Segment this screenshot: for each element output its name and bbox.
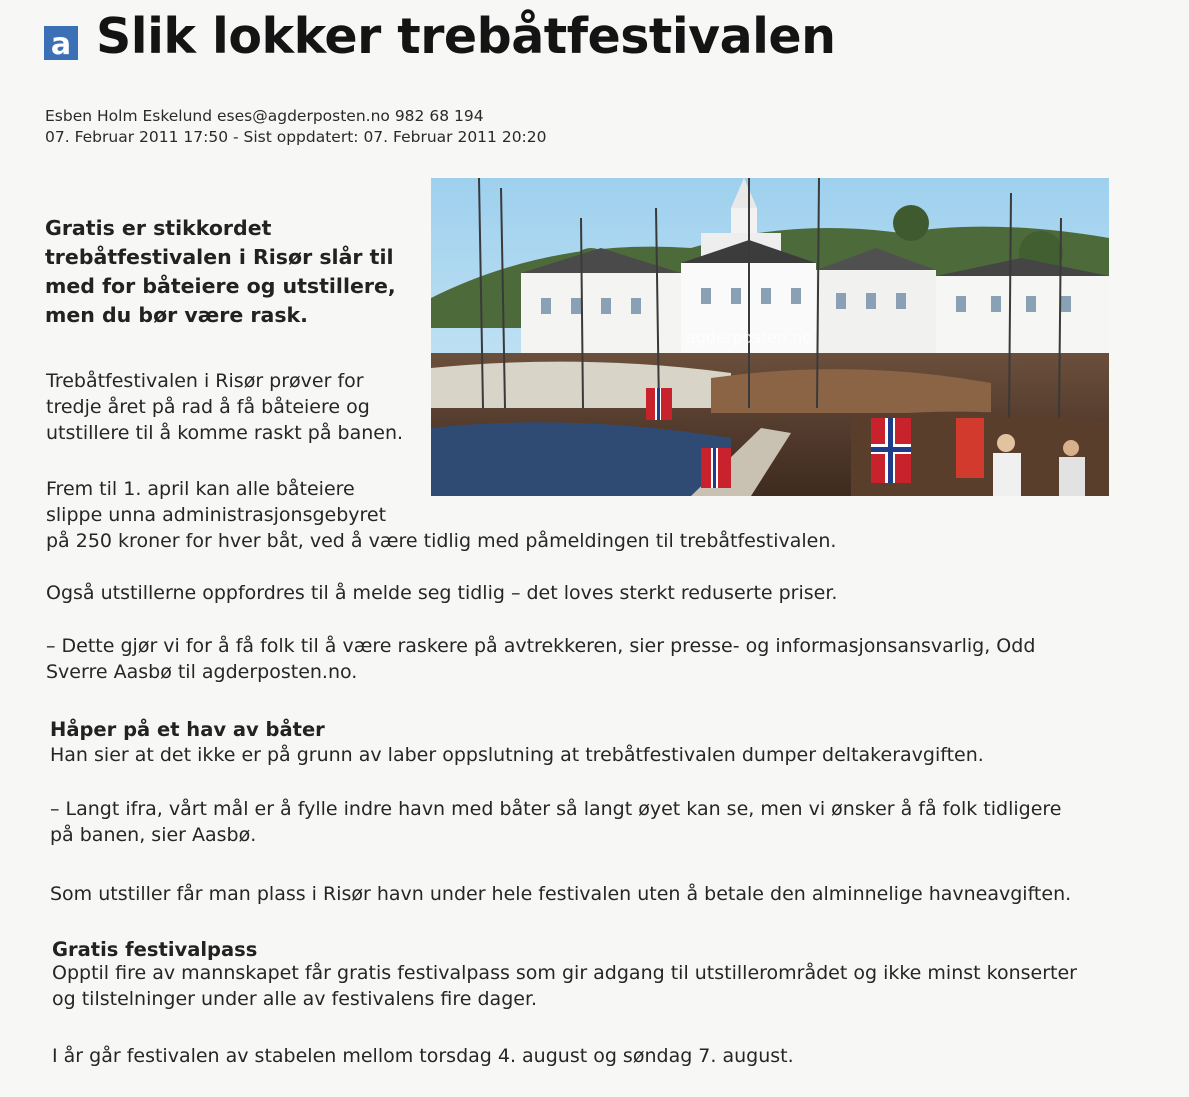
text-line: utstillere til å komme raskt på banen. — [46, 422, 404, 444]
byline — [45, 106, 547, 148]
text-line: – Langt ifra, vårt mål er å fylle indre havn med båter så langt øyet kan se, men vi ønsker å få folk tidligere — [50, 798, 1062, 820]
text-line: Sverre Aasbø til agderposten.no. — [46, 661, 358, 683]
paragraph-3: Også utstillerne oppfordres til å melde seg tidlig – det loves sterkt reduserte priser. — [46, 582, 838, 604]
text-line: på banen, sier Aasbø. — [50, 824, 257, 846]
paragraph-9: I år går festivalen av stabelen mellom torsdag 4. august og søndag 7. august. — [52, 1045, 794, 1067]
article-headline: Slik lokker trebåtfestivalen — [96, 7, 836, 65]
text-line: og tilstelninger under alle av festivalens fire dager. — [52, 988, 538, 1010]
text-line: Frem til 1. april kan alle båteiere — [46, 478, 355, 500]
lead-paragraph: Gratis er stikkordet trebåtfestivalen i Risør slår til med for båteiere og utstillere, men du bør være rask. — [45, 216, 396, 327]
subheading-1: Håper på et hav av båter — [50, 718, 325, 741]
paragraph-6 — [50, 796, 1061, 848]
subheading-2: Gratis festivalpass — [52, 938, 258, 961]
text-line: på 250 kroner for hver båt, ved å være tidlig med påmeldingen til trebåtfestivalen. — [46, 530, 837, 552]
headline-row — [44, 6, 836, 66]
text-line: tredje året på rad å få båteiere og — [46, 396, 370, 418]
paragraph-1 — [46, 368, 426, 446]
paragraph-7: Som utstiller får man plass i Risør havn under hele festivalen uten å betale den alminnelige havneavgiften. — [50, 883, 1072, 905]
paragraph-8 — [52, 960, 1077, 1012]
date-line: 07. Februar 2011 17:50 - Sist oppdatert: 07. Februar 2011 20:20 — [45, 128, 547, 146]
text-line: Opptil fire av mannskapet får gratis festivalpass som gir adgang til utstillerområdet og ikke minst konserter — [52, 962, 1077, 984]
agderposten-logo: a — [44, 26, 78, 60]
photo-watermark: agderposten.no — [686, 328, 813, 347]
text-line: – Dette gjør vi for å få folk til å være raskere på avtrekkeren, sier presse- og informasjonsansvarlig, Odd — [46, 635, 1036, 657]
paragraph-5: Han sier at det ikke er på grunn av laber oppslutning at trebåtfestivalen dumper deltakeravgiften. — [50, 744, 984, 766]
paragraph-2 — [46, 476, 836, 554]
text-line: Trebåtfestivalen i Risør prøver for — [46, 370, 364, 392]
harbor-photo — [431, 178, 1109, 496]
paragraph-4 — [46, 633, 1035, 685]
author-line: Esben Holm Eskelund eses@agderposten.no 982 68 194 — [45, 107, 484, 125]
text-line: slippe unna administrasjonsgebyret — [46, 504, 387, 526]
